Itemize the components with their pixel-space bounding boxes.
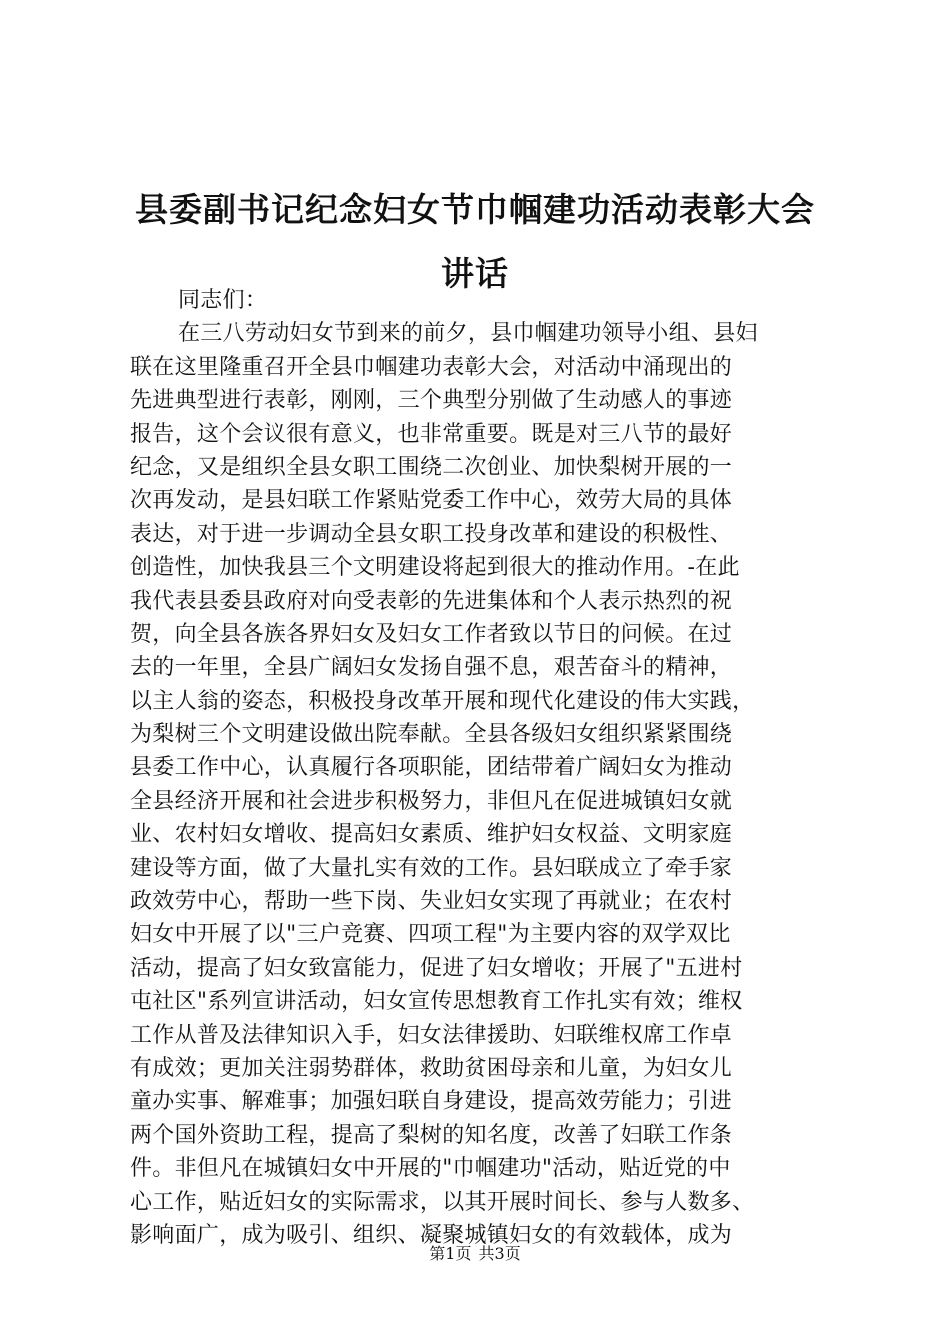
document-body — [130, 284, 830, 1252]
paragraph-line: 两个国外资助工程，提高了梨树的知名度，改善了妇联工作条 — [130, 1122, 733, 1148]
document-title-line-2: 讲话 — [441, 254, 509, 293]
paragraph-line: 去的一年里，全县广阔妇女发扬自强不息，艰苦奋斗的精神， — [130, 655, 733, 681]
document-title-line-1: 县委副书记纪念妇女节巾帼建功活动表彰大会 — [135, 190, 815, 229]
paragraph-line: 县委工作中心，认真履行各项职能，团结带着广阔妇女为推动 — [130, 755, 733, 781]
paragraph-line: 我代表县委县政府对向受表彰的先进集体和个人表示热烈的祝 — [130, 588, 733, 614]
paragraph-line: 件。非但凡在城镇妇女中开展的"巾帼建功"活动，贴近党的中 — [130, 1156, 731, 1182]
paragraph-line: 心工作，贴近妇女的实际需求，以其开展时间长、参与人数多、 — [130, 1189, 755, 1215]
page-number: 第1页 — [429, 1244, 472, 1263]
paragraph-line: 以主人翁的姿态，积极投身改革开展和现代化建设的伟大实践， — [130, 688, 755, 714]
paragraph-line: 有成效；更加关注弱势群体，救助贫困母亲和儿童，为妇女儿 — [130, 1055, 733, 1081]
paragraph-line: 在三八劳动妇女节到来的前夕，县巾帼建功领导小组、县妇 — [178, 321, 758, 347]
salutation-line: 同志们： — [178, 288, 268, 313]
paragraph-line: 纪念，又是组织全县女职工围绕二次创业、加快梨树开展的一 — [130, 454, 733, 480]
paragraph-line: 活动，提高了妇女致富能力，促进了妇女增收；开展了"五进村 — [130, 955, 743, 981]
paragraph-line: 影响面广，成为吸引、组织、凝聚城镇妇女的有效载体，成为 — [130, 1222, 733, 1248]
paragraph-line: 政效劳中心，帮助一些下岗、失业妇女实现了再就业；在农村 — [130, 889, 733, 915]
page-footer — [0, 1244, 950, 1264]
paragraph-line: 全县经济开展和社会进步积极努力，非但凡在促进城镇妇女就 — [130, 788, 733, 814]
paragraph-line: 屯社区"系列宣讲活动，妇女宣传思想教育工作扎实有效；维权 — [130, 989, 743, 1015]
paragraph-line: 先进典型进行表彰，刚刚，三个典型分别做了生动感人的事迹 — [130, 388, 733, 414]
paragraph-line: 表达，对于进一步调动全县女职工投身改革和建设的积极性、 — [130, 521, 733, 547]
page-total: 共3页 — [478, 1244, 521, 1263]
paragraph-line: 贺，向全县各族各界妇女及妇女工作者致以节日的问候。在过 — [130, 621, 733, 647]
paragraph-line: 次再发动，是县妇联工作紧贴党委工作中心，效劳大局的具体 — [130, 488, 733, 514]
paragraph-line: 为梨树三个文明建设做出院奉献。全县各级妇女组织紧紧围绕 — [130, 722, 733, 748]
paragraph-line: 联在这里隆重召开全县巾帼建功表彰大会，对活动中涌现出的 — [130, 354, 733, 380]
paragraph-line: 妇女中开展了以"三户竞赛、四项工程"为主要内容的双学双比 — [130, 922, 731, 948]
paragraph-line: 业、农村妇女增收、提高妇女素质、维护妇女权益、文明家庭 — [130, 822, 733, 848]
paragraph-line: 创造性，加快我县三个文明建设将起到很大的推动作用。-在此 — [130, 555, 740, 581]
paragraph-line: 建设等方面，做了大量扎实有效的工作。县妇联成立了牵手家 — [130, 855, 733, 881]
paragraph-line: 工作从普及法律知识入手，妇女法律援助、妇联维权席工作卓 — [130, 1022, 733, 1048]
paragraph-line: 报告，这个会议很有意义，也非常重要。既是对三八节的最好 — [130, 421, 733, 447]
paragraph-line: 童办实事、解难事；加强妇联自身建设，提高效劳能力；引进 — [130, 1089, 733, 1115]
